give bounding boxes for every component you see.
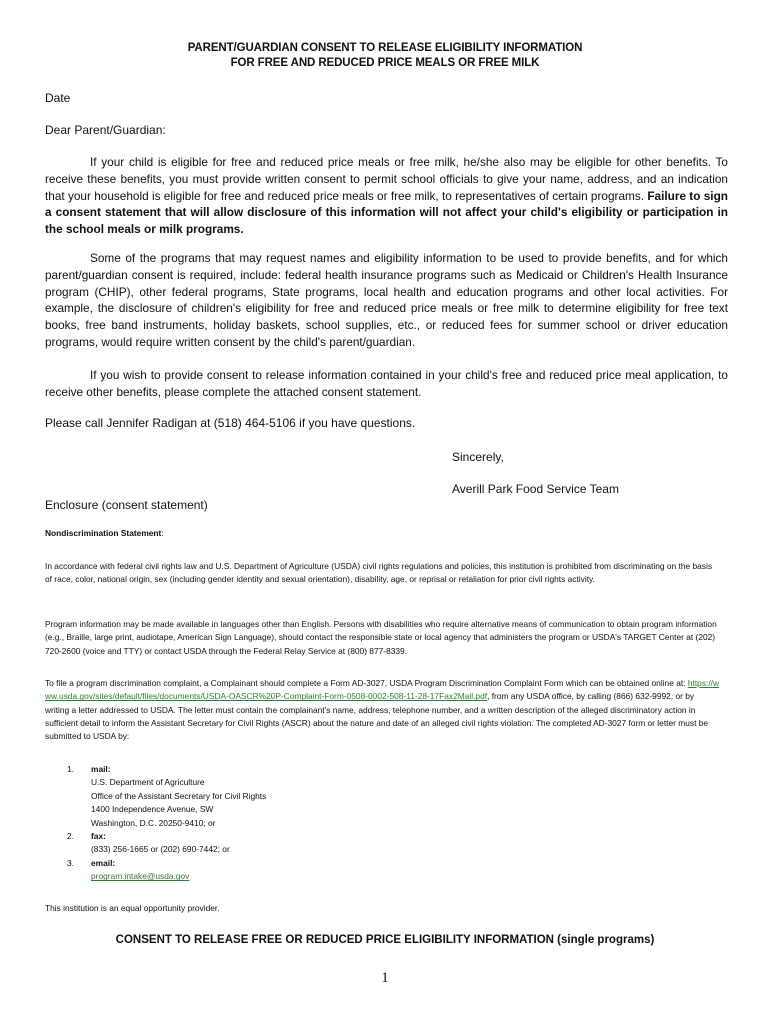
nondiscrimination-paragraph-3	[45, 677, 720, 743]
paragraph-programs: Some of the programs that may request names and eligibility information to be used to provide benefits, and for which parent/guardian consent is required, include: federal health insurance programs such as Medicaid or Children's Health Insurance program (CHIP), other federal programs, State programs, local health and education programs and other local activities. For example, the disclosure of children's eligibility for free and reduced price meals or free milk to determine eligibility for free text books, free band instruments, holiday baskets, school supplies, etc., or reduced fees for summer school or driver education programs, would require written consent by the child's parent/guardian.	[45, 251, 728, 349]
complaint-details: , from any USDA office, by calling (866) 632-9992, or by writing a letter addressed to USDA. The letter must contain the complainant's name, address, telephone number, and a written description of the alleged discriminatory action in sufficient detail to inform the Assistant Secretary for Civil Rights (ASCR) about the nature and date of an alleged civil rights violation. The completed AD-3027 form or letter must be submitted to USDA by:	[45, 691, 709, 742]
complaint-intro: To file a program discrimination complaint, a Complainant should complete a Form AD-3027, USDA Program Discrimination Complaint Form which can be obtained online at:	[45, 678, 688, 688]
document-title-line1: PARENT/GUARDIAN CONSENT TO RELEASE ELIGIBILITY INFORMATION	[187, 42, 583, 54]
date-label: Date	[45, 91, 71, 105]
nondiscrimination-paragraph-1: In accordance with federal civil rights law and U.S. Department of Agriculture (USDA) civil rights regulations and policies, this institution is prohibited from discriminating on the basis of race, color, national origin, sex (including gender identity and sexual orientation), disability, age, or reprisal or retaliation for prior civil rights activity.	[45, 561, 713, 585]
nondiscrimination-title: Nondiscrimination Statement	[45, 528, 162, 538]
mail-line: U.S. Department of Agriculture	[91, 777, 205, 788]
signature: Averill Park Food Service Team	[452, 482, 619, 496]
greeting: Dear Parent/Guardian:	[45, 123, 166, 137]
paragraph-eligibility-text: If your child is eligible for free and reduced price meals or free milk, he/she also may be eligible for other benefits. To receive these benefits, you must provide written consent to permit school officials to give your name, address, and an indication that your household is eligible for free and reduced price meals or free milk, to representatives of certain programs.	[45, 155, 728, 203]
paragraph-consent: If you wish to provide consent to release information contained in your child's free and reduced price meal application, to receive other benefits, please complete the attached consent statement.	[45, 368, 728, 399]
mail-line: Washington, D.C. 20250-9410; or	[91, 817, 216, 828]
document-title-line2: FOR FREE AND REDUCED PRICE MEALS OR FREE MILK	[230, 57, 540, 69]
closing: Sincerely,	[452, 450, 504, 464]
list-number: 1.	[67, 764, 74, 774]
paragraph-eligibility	[45, 154, 728, 238]
nondiscrimination-heading	[45, 527, 720, 540]
equal-opportunity-statement: This institution is an equal opportunity provider.	[45, 903, 220, 913]
nondiscrimination-paragraph-2: Program information may be made available in languages other than English. Persons with disabilities who require alternative means of communication to obtain program information (e.g., Braille, large print, audiotape, American Sign Language), should contact the responsible state or local agency that administers the program or USDA's TARGET Center at (202) 720-2600 (voice and TTY) or contact USDA through the Federal Relay Service at (800) 877-8339.	[45, 619, 717, 656]
list-label: email:	[91, 858, 116, 868]
list-item-body	[91, 857, 189, 884]
mail-line: 1400 Independence Avenue, SW	[91, 804, 214, 815]
list-number: 2.	[67, 831, 74, 841]
list-label: fax:	[91, 831, 106, 841]
list-item-body	[91, 763, 266, 830]
page-number: 1	[381, 970, 389, 986]
fax-line: (833) 256-1665 or (202) 690-7442; or	[91, 844, 230, 855]
paragraph-eligibility-bold: Failure to sign a consent statement that will allow disclosure of this information will not affect your child's eligibility or participation in the school meals or milk programs.	[45, 188, 728, 237]
consent-section-title: CONSENT TO RELEASE FREE OR REDUCED PRICE ELIGIBILITY INFORMATION (single programs)	[115, 934, 655, 946]
contact-line: Please call Jennifer Radigan at (518) 464-5106 if you have questions.	[45, 416, 416, 430]
mail-line: Office of the Assistant Secretary for Civil Rights	[91, 790, 267, 801]
list-item-body	[91, 830, 230, 857]
list-label: mail:	[91, 764, 111, 774]
complaint-form-link[interactable]: https://www.usda.gov/sites/default/files/documents/USDA-OASCR%20P-Complaint-Form-0508-0002-508-11-28-17Fax2Mail.pdf	[45, 678, 720, 702]
enclosure-line: Enclosure (consent statement)	[45, 498, 208, 512]
nondiscrimination-title-colon: :	[161, 528, 164, 538]
email-link[interactable]: program.intake@usda.gov	[91, 871, 190, 882]
list-number: 3.	[67, 858, 74, 868]
